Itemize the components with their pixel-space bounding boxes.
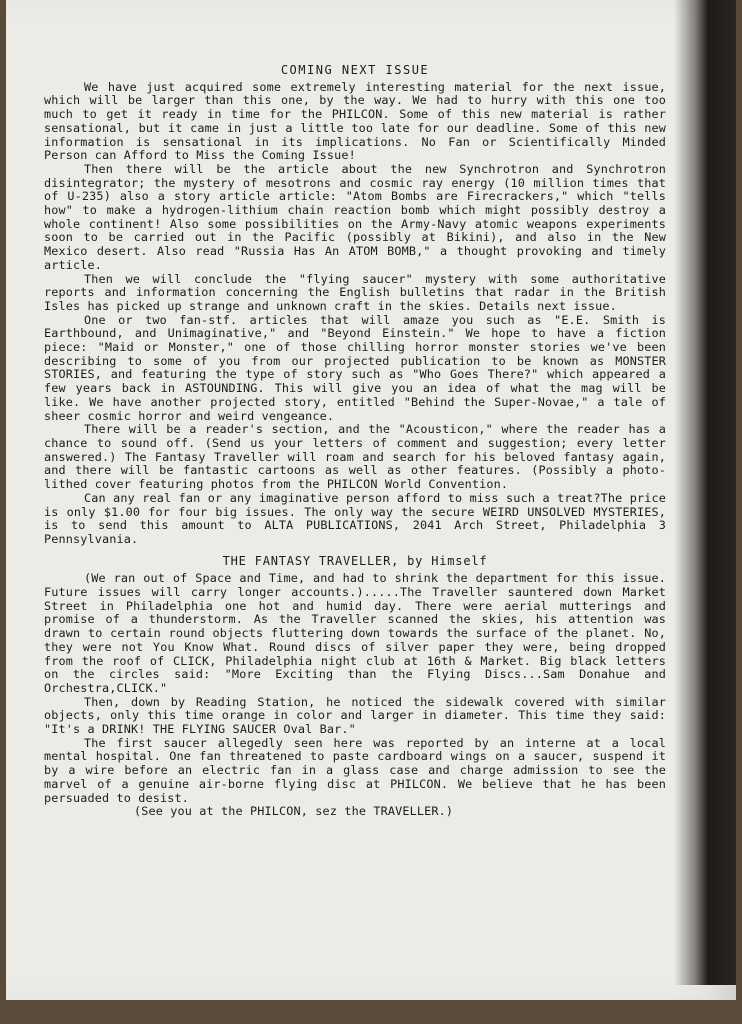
section-subheading: THE FANTASY TRAVELLER, by Himself [222, 553, 488, 568]
signoff: (See you at the PHILCON, sez the TRAVELLER.) [134, 804, 454, 819]
paragraph: Then, down by Reading Station, he noticed the sidewalk covered with similar objects, only this time orange in color and larger in diameter. This time they said: "It's a DRINK! THE FLYING SAUCER Oval Bar." [44, 694, 666, 737]
paragraph: (We ran out of Space and Time, and had to shrink the department for this issue. Future issues will carry longer accounts.).....The Traveller sauntered down Market Street in Philadelphia one hot and humid day. There were aerial mutterings and promise of a thunderstorm. As the Traveller scanned the skies, his attention was drawn to certain round objects fluttering down towards the surface of the planet. No, they were not You Know What. Round discs of silver paper they were, being dropped from the roof of CLICK, Philadelphia night club at 16th & Market. Big black letters on the circles said: "More Exciting than the Flying Discs...Sam Donahue and Orchestra,CLICK." [44, 571, 666, 695]
paragraph: Then we will conclude the "flying saucer" mystery with some authoritative reports and information concerning the English bulletins that radar in the British Isles has picked up strange and unknown craft in the skies. Details next issue. [44, 271, 666, 313]
page-heading: COMING NEXT ISSUE [280, 63, 430, 77]
paragraph: We have just acquired some extremely interesting material for the next issue, which will be larger than this one, by the way. We had to hurry with this one too much to get it ready in time for the PHILCON. Some of this new material is rather sensational, but it came in just a little too late for our deadline. Some of this new information is sensational in its implications. No Fan or Scientifically Minded Person can Afford to Miss the Coming Issue! [44, 79, 666, 163]
page-content [44, 64, 666, 819]
paragraph: The first saucer allegedly seen here was reported by an interne at a local mental hospital. One fan threatened to paste cardboard wings on a saucer, suspend it by a wire before an electric fan in a glass case and charge admission to see the marvel of a genuine air-borne flying disc at PHILCON. We believe that he has been persuaded to desist. [44, 735, 666, 805]
paragraph: Can any real fan or any imaginative person afford to miss such a treat?The price is only $1.00 for four big issues. The only way the secure WEIRD UNSOLVED MYSTERIES, is to send this amount to ALTA PUBLICATIONS, 2041 Arch Street, Philadelphia 3 Pennsylvania. [44, 490, 666, 546]
typewritten-page [6, 0, 736, 1000]
paragraph: Then there will be the article about the new Synchrotron and Synchrotron disintegrator; the mystery of mesotrons and cosmic ray energy (10 million times that of U-235) also a story article article: "Atom Bombs are Firecrackers," which "tells how" to make a hydrogen-lithium chain reaction bomb which might possibly destroy a whole continent! Also some possibilities on the Army-Navy atomic weapons experiments soon to be carried out in the Pacific (possibly at Bikini), and also in the New Mexico desert. Also read "Russia Has An ATOM BOMB," a thought provoking and timely article. [44, 161, 666, 272]
background-edge [0, 1000, 742, 1024]
paragraph: There will be a reader's section, and the "Acousticon," where the reader has a chance to sound off. (Send us your letters of comment and suggestion; every letter answered.) The Fantasy Traveller will roam and search for his beloved fantasy again, and there will be fantastic cartoons as well as other features. (Possibly a photo-lithed cover featuring photos from the PHILCON World Convention. [44, 422, 666, 492]
binding-shadow [674, 0, 736, 985]
paragraph: One or two fan-stf. articles that will amaze you such as "E.E. Smith is Earthbound, and Unimaginative," and "Beyond Einstein." We hope to have a fiction piece: "Maid or Monster," one of those chilling horror monster stories we've been describing to some of you from our projected publication to be known as MONSTER STORIES, and featuring the type of story such as "Who Goes There?" which appeared a few years back in ASTOUNDING. This will give you an idea of what the mag will be like. We have another projected story, entitled "Behind the Super-Novae," a tale of sheer cosmic horror and weird vengeance. [44, 312, 666, 423]
